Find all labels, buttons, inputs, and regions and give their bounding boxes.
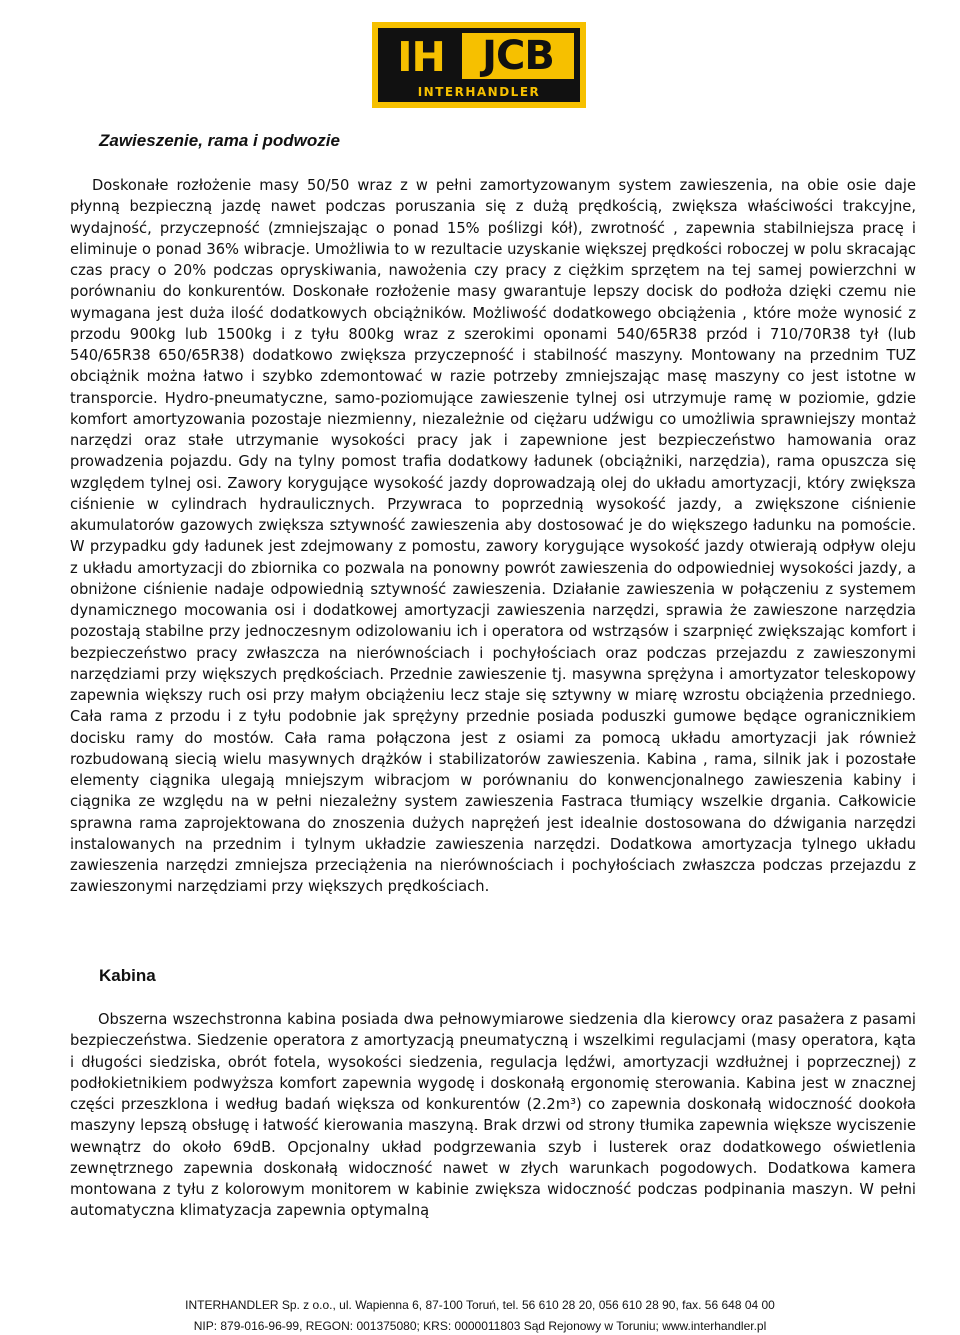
logo-background [378, 28, 580, 102]
interhandler-jcb-logo [372, 22, 586, 108]
footer-address: INTERHANDLER Sp. z o.o., ul. Wapienna 6, 87-100 Toruń, tel. 56 610 28 20, 056 610 28 90, fax. 56 648 04 00 [185, 1298, 775, 1312]
logo-ih-text: IH [397, 33, 445, 81]
logo-jcb-badge [462, 33, 574, 79]
logo-subtitle: INTERHANDLER [417, 85, 541, 99]
section-body-suspension: Doskonałe rozłożenie masy 50/50 wraz z w pełni zamortyzowanym system zawieszenia, na obie osie daje płynną bezpieczną jazdę nawet podczas poruszania się z dużą prędkością, zwiększa właściwości trakcyjne, wydajność, przyczepność (zmniejszając o ponad 15% poślizgi kół), zwrotność , zapewnia stabilniejsza pracę i eliminuje o ponad 36% wibracje. Umożliwia to w rezultacie uzyskanie większej prędkości roboczej w polu skracając czas pracy o 20% podczas opryskiwania, nawożenia czy pracy z ciężkim sprzętem na tej samej powierzchni w porównaniu do konkurentów. Doskonałe rozłożenie masy gwarantuje lepszy docisk do podłoża dzięki czemu nie wymagana jest duża ilość dodatkowych obciążników. Możliwość dodatkowego obciążenia , które może wynosić z przodu 900kg lub 1500kg i z tyłu 800kg wraz z szerokimi oponami 540/65R38 przód i 710/70R38 tył (lub 540/65R38 650/65R38) dodatkowo zwiększa przyczepność i stabilność maszyny. Montowany na przednim TUZ obciążnik można łatwo i szybko zdemontować w razie potrzeby zmniejszając masę maszyny co jest istotne w transporcie. Hydro-pneumatyczne, samo-poziomujące zawieszenie tylnej osi utrzymuje ramę w poziomie, gdzie komfort amortyzowania pozostaje niezmienny, niezależnie od ciężaru udźwigu co umożliwia sprawniejszy montaż narzędzi oraz stałe utrzymanie wysokości pracy jak i zapewnione jest bezpieczeństwo hamowania oraz prowadzenia pojazdu. Gdy na tylny pomost trafia dodatkowy ładunek (obciążniki, narzędzia), rama opuszcza się względem tylnej osi. Zawory korygujące wysokość jazdy doprowadzają olej do układu amortyzacji, który zwiększa ciśnienie w cylindrach hydraulicznych. Przywraca to poprzednią wysokość jazdy, a zwiększone ciśnienie akumulatorów gazowych zwiększa sztywność zawieszenia aby dostosować je do większego ładunku na pomoście. W przypadku gdy ładunek jest zdejmowany z pomostu, zawory korygujące wysokość jazdy otwierają odpływ oleju z układu amortyzacji do zbiornika co pozwala na ponowny powrót zawieszenia do odpowiedniej wysokości jazdy, a obniżone ciśnienie nadaje odpowiednią sztywność zawieszenia. Działanie zawieszenia w połączeniu z systemem dynamicznego mocowania osi i dodatkowej amortyzacji zawieszenia narzędzi, sprawia że zawieszone narzędzia pozostają stabilne przy jednoczesnym odizolowaniu ich i operatora od wstrząsów i szarpnięć zwiększając komfort i bezpieczeństwo pracy zwłaszcza na nierównościach i pochyłościach oraz podczas przejazdu z zawieszonymi narzędziami przy większych prędkościach. Przednie zawieszenie tj. masywna sprężyna i amortyzator teleskopowy zapewnia większy ruch osi przy małym obciążeniu lecz staje się sztywny w miarę wzrostu obciążenia przedniego. Cała rama z przodu i z tyłu podobnie jak sprężyny przednie posiada poduszki gumowe będące ogranicznikiem docisku ramy do mostów. Cała rama połączona jest z osiami za pomocą układu amortyzacji jak również rozbudowaną siecią wielu masywnych drążków i stabilizatorów zawieszenia. Kabina , rama, silnik jak i pozostałe elementy ciągnika ulegają mniejszym wibracjom w porównaniu do konwencjonalnego zawieszenia kabiny i ciągnika ze względu na w pełni niezależny system zawieszenia Fastraca tłumiący wszelkie drgania. Całkowicie sprawna rama zaprojektowana do znoszenia dużych naprężeń jest idealnie dostosowana do dźwigania narzędzi instalowanych na przednim i tylnym układzie zawieszenia narzędzi. Dodatkowa amortyzacja tylnego układu zawieszenia narzędzi zmniejsza przeciążenia na nierównościach i pochyłościach zwłaszcza podczas przejazdu z zawieszonymi narzędziami przy większych prędkościach. [70, 177, 916, 896]
logo-jcb-text: JCB [482, 33, 554, 79]
section-heading-suspension: Zawieszenie, rama i podwozie [99, 131, 340, 150]
footer-registration: NIP: 879-016-96-99, REGON: 001375080; KRS: 0000011803 Sąd Rejonowy w Toruniu; www.interhandler.pl [193, 1319, 767, 1333]
section-body-cabin: Obszerna wszechstronna kabina posiada dwa pełnowymiarowe siedzenia dla kierowcy oraz pasażera z pasami bezpieczeństwa. Siedzenie operatora z amortyzacją pneumatyczną i wszelkimi regulacjami (masy operatora, kąta i długości siedziska, obrót fotela, wysokości siedzenia, regulacja lędźwi, amortyzacji wzdłużnej i poprzecznej) z podłokietnikiem podwyższa komfort zapewnia wygodę i doskonałą ergonomię sterowania. Kabina jest w znacznej części przeszklona i według badań większa od konkurentów (2.2m³) co zapewnia doskonałą widoczność dookoła maszyny lepszą obsługę i łatwość kierowania maszyną. Brak drzwi od strony tłumika zapewnia większe wyciszenie wewnątrz do około 69dB. Opcjonalny układ podgrzewania szyb i lusterek oraz dodatkowego oświetlenia zewnętrznego zapewnia doskonałą widoczność nawet w złych warunkach pogodowych. Dodatkowa kamera montowana z tyłu z kolorowym monitorem w kabinie zwiększa widoczność podczas podpinania maszyn. W pełni automatyczna klimatyzacja zapewnia optymalną [70, 1011, 916, 1220]
section-heading-cabin: Kabina [99, 966, 156, 985]
